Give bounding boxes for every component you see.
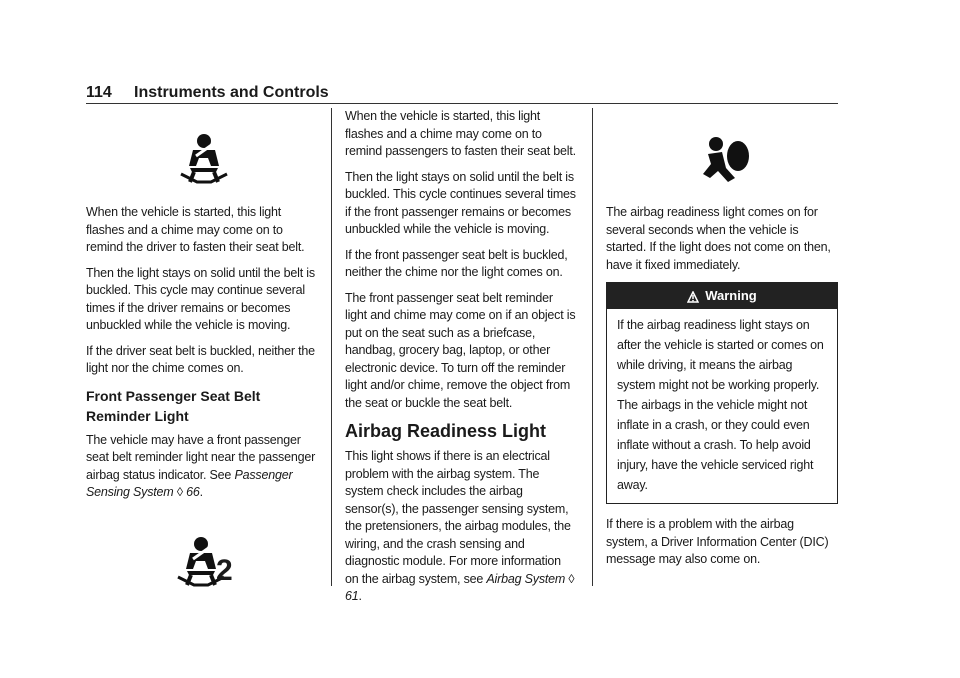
paragraph: The front passenger seat belt reminder light and chime may come on if an object is put on the seat such as a briefcase, handbag, grocery bag, laptop, or other electronic device. To turn off the reminder light and/or chime, remove the object from the seat or buckle the seat belt. (345, 290, 576, 410)
column-divider-1 (331, 108, 332, 586)
page-number: 114 (86, 84, 112, 101)
column-divider-2 (592, 108, 593, 586)
paragraph: If the driver seat belt is buckled, neither the light nor the chime comes on. (86, 343, 315, 375)
paragraph-text: This light shows if there is an electrical problem with the airbag system. The system check includes the airbag sensor(s), the passenger sensing system, the pretensioners, the airbag modules, the wiring, and the crash sensing and diagnostic module. For more information on the airbag system, see (345, 449, 571, 586)
page-reference[interactable]: 66 (186, 485, 200, 499)
passenger-icon-wrap (86, 510, 320, 606)
paragraph: When the vehicle is started, this light flashes and a chime may come on to remind passengers to fasten their seat belt. (345, 109, 576, 158)
airbag-readiness-icon (606, 108, 838, 204)
cross-reference-link[interactable]: Passenger Sensing System (86, 467, 293, 499)
paragraph: Then the light stays on solid until the belt is buckled. This cycle continues several times if the front passenger remains or becomes unbuckled while the vehicle is moving. (345, 169, 576, 236)
column-1 (86, 108, 320, 606)
section-heading: Airbag Readiness Light (345, 421, 547, 441)
punctuation: . (199, 485, 203, 499)
paragraph (345, 448, 577, 606)
paragraph: When the vehicle is started, this light flashes and a chime may come on to remind the driver to fasten their seat belt. (86, 205, 305, 254)
warning-text: If the airbag readiness light stays on after the vehicle is started or comes on while driving, it means the airbag system might not be working properly. The airbags in the vehicle might not inflate in a crash, or they could even inflate without a crash. To help avoid injury, have the vehicle serviced right away. (617, 318, 824, 492)
passenger-badge: 2 (216, 553, 233, 587)
column-2 (345, 108, 577, 614)
paragraph: If the front passenger seat belt is buckled, neither the chime nor the light comes on. (345, 247, 568, 279)
paragraph-text: The vehicle may have a front passenger seat belt reminder light near the passenger airbag status indicator. See (86, 432, 316, 482)
paragraph: Then the light stays on solid until the belt is buckled. This cycle may continue several times if the driver remains or becomes unbuckled while the vehicle is moving. (86, 265, 315, 332)
column-3 (606, 108, 838, 577)
punctuation: . (358, 589, 362, 603)
page-header (86, 84, 838, 104)
paragraph: The airbag readiness light comes on for several seconds when the vehicle is started. If the light does not come on then, have it fixed immediately. (606, 205, 831, 272)
warning-box (606, 282, 838, 504)
passenger-seat-belt-reminder-icon (86, 510, 320, 606)
driver-seat-belt-reminder-icon (86, 108, 320, 204)
paragraph: If there is a problem with the airbag system, a Driver Information Center (DIC) message may also come on. (606, 517, 829, 566)
warning-header (607, 283, 837, 309)
page-ref-icon: ◊ (568, 571, 575, 586)
page-reference[interactable]: 61 (345, 589, 359, 603)
section-heading: Front Passenger Seat Belt Reminder Light (86, 387, 261, 424)
header-rule (86, 103, 838, 104)
cross-reference-link[interactable]: Airbag System (486, 571, 566, 586)
paragraph (86, 432, 320, 502)
warning-triangle-icon (687, 291, 699, 303)
section-title: Instruments and Controls (134, 84, 329, 101)
warning-title: Warning (705, 288, 757, 303)
page-ref-icon: ◊ (176, 485, 183, 499)
